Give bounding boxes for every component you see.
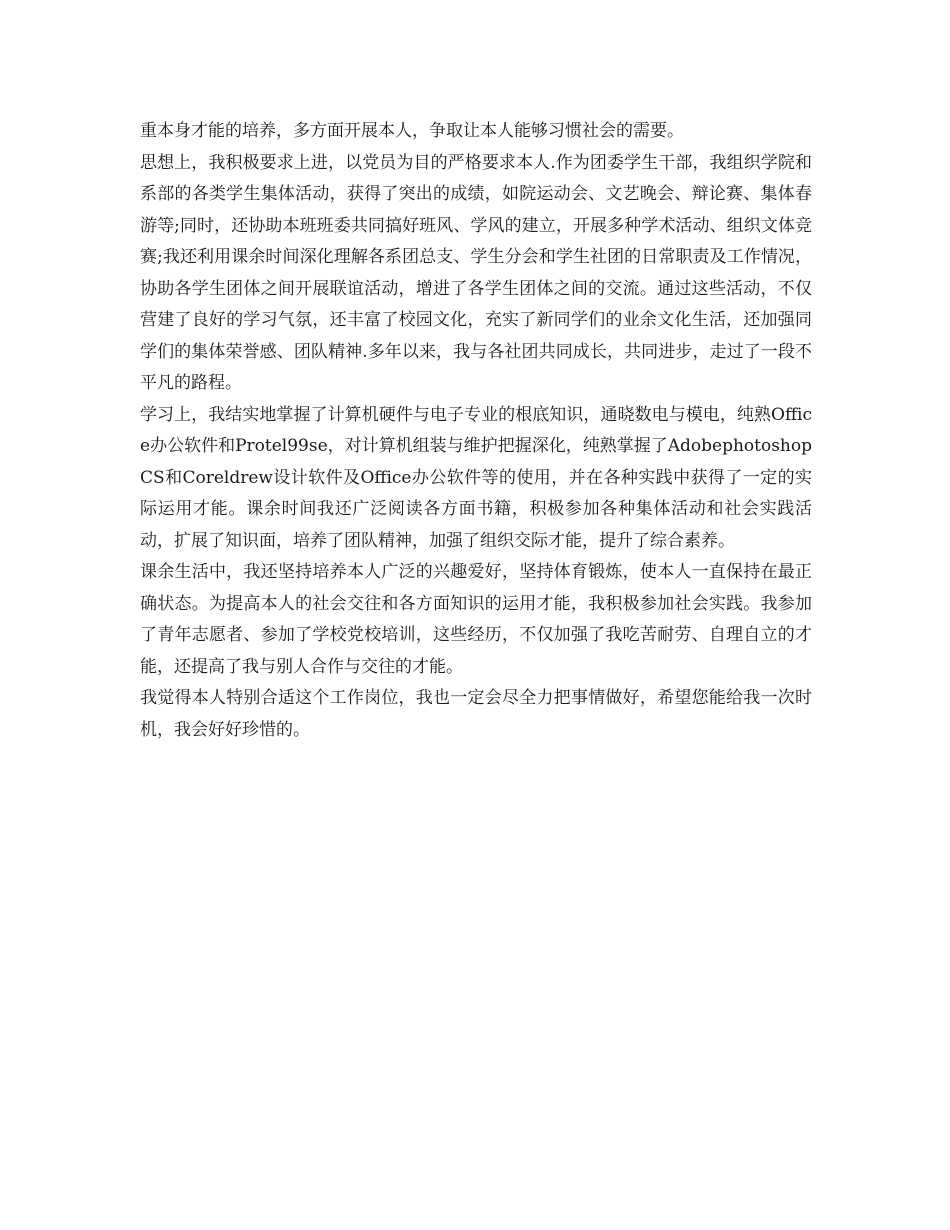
paragraph-study: 学习上，我结实地掌握了计算机硬件与电子专业的根底知识，通晓数电与模电，纯熟Office办公软件和Protel99se，对计算机组装与维护把握深化，纯熟掌握了AdobephotoshopCS和Coreldrew设计软件及Office办公软件等的使用，并在各种实践中获得了一定的实际运用才能。课余时间我还广泛阅读各方面书籍，积极参加各种集体活动和社会实践活动，扩展了知识面，培养了团队精神，加强了组织交际才能，提升了综合素养。 (140, 404, 812, 551)
document-body (140, 116, 812, 746)
paragraph-closing: 我觉得本人特别合适这个工作岗位，我也一定会尽全力把事情做好，希望您能给我一次时机，我会好好珍惜的。 (140, 688, 812, 740)
paragraph-ideology: 思想上，我积极要求上进，以党员为目的严格要求本人.作为团委学生干部，我组织学院和系部的各类学生集体活动，获得了突出的成绩，如院运动会、文艺晚会、辩论赛、集体春游等;同时，还协助本班班委共同搞好班风、学风的建立，开展多种学术活动、组织文体竞赛;我还利用课余时间深化理解各系团总支、学生分会和学生社团的日常职责及工作情况，协助各学生团体之间开展联谊活动，增进了各学生团体之间的交流。通过这些活动，不仅营建了良好的学习气氛，还丰富了校园文化，充实了新同学们的业余文化生活，还加强同学们的集体荣誉感、团队精神.多年以来，我与各社团共同成长，共同进步，走过了一段不平凡的路程。 (140, 152, 812, 393)
paragraph-intro-continuation: 重本身才能的培养，多方面开展本人，争取让本人能够习惯社会的需要。 (140, 121, 684, 141)
paragraph-extracurricular: 课余生活中，我还坚持培养本人广泛的兴趣爱好，坚持体育锻炼，使本人一直保持在最正确状态。为提高本人的社会交往和各方面知识的运用才能，我积极参加社会实践。我参加了青年志愿者、参加了学校党校培训，这些经历，不仅加强了我吃苦耐劳、自理自立的才能，还提高了我与别人合作与交往的才能。 (140, 562, 812, 677)
